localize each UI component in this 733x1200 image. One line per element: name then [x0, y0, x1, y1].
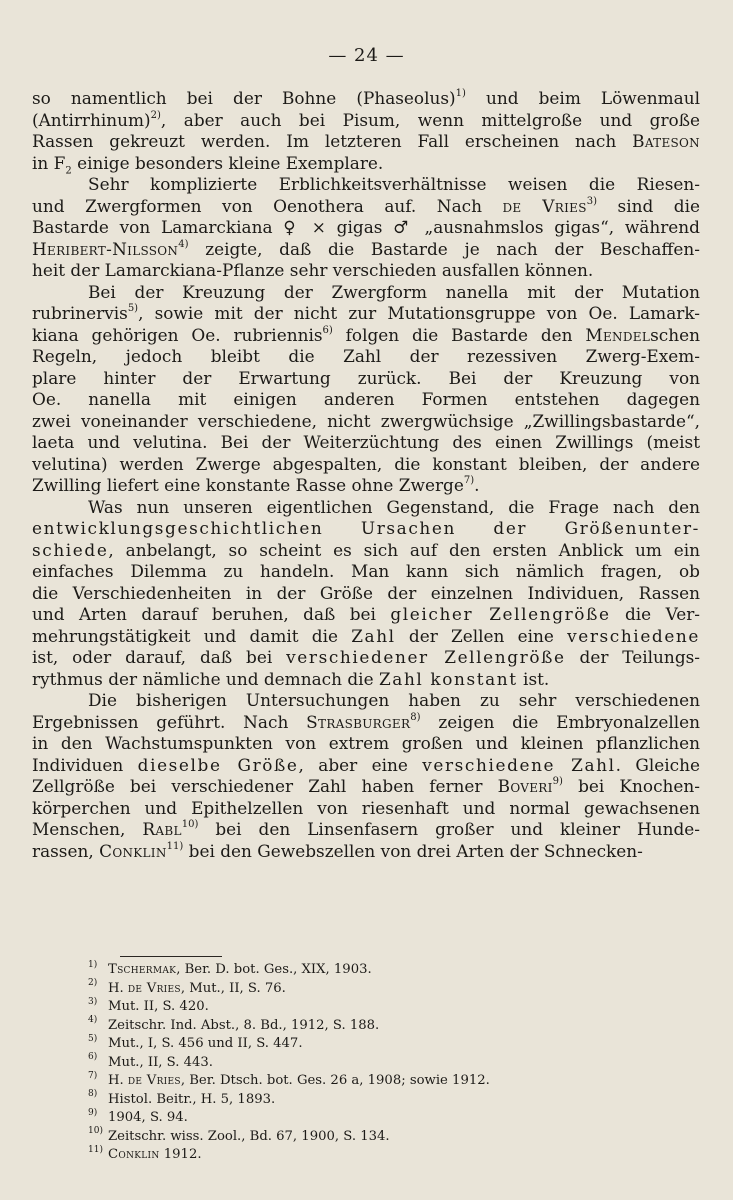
text-line [32, 475, 700, 497]
text-span: rassen, [32, 840, 100, 861]
text-line [32, 346, 700, 368]
footnote-mark-wrap [88, 1054, 108, 1073]
text-span: bei Knochen- [562, 776, 700, 796]
text-span: und Arten darauf beruhen, daß bei [32, 604, 391, 624]
text-span: , Ber. Dtsch. bot. Ges. 26 a, 1908; sowie 1912. [180, 1073, 490, 1088]
text-span: die Ver- [610, 604, 700, 624]
text-span: Zwilling liefert eine konstante Rasse ohne Zwerge [32, 475, 464, 495]
text-span: laeta und velutina. Bei der Weiterzüchtung des einen Zwillings (meist [32, 432, 700, 452]
text-span: körperchen und Epithelzellen von riesenhaft und normal gewachsenen [32, 797, 700, 818]
author-name: de Vries [127, 980, 181, 996]
text-span: so namentlich bei der Bohne (Phaseolus) [32, 88, 456, 108]
footnote-mark-wrap [88, 1128, 108, 1147]
footnote [88, 980, 648, 999]
text-line [32, 260, 700, 282]
text-span: Individuen [32, 754, 138, 775]
text-span: (Antirrhinum) [32, 109, 151, 130]
author-name: Strasburger [306, 711, 411, 732]
footnote-mark: 9) [88, 1107, 98, 1118]
text-line [32, 153, 700, 175]
text-span: Was nun unseren eigentlichen Gegenstand, die Frage nach den [88, 496, 700, 517]
text-line [32, 174, 700, 196]
footnote [88, 1054, 648, 1073]
footnote-reference: 2) [150, 109, 161, 121]
footnote-mark: 2) [88, 978, 98, 989]
footnote-mark: 6) [88, 1052, 98, 1063]
text-line [32, 647, 700, 669]
footnote-mark-wrap [88, 998, 108, 1017]
text-span: in den Wachstumspunkten von extrem großen und kleinen pflanzlichen [32, 733, 700, 753]
emphasis-spaced: entwicklungsgeschichtlichen Ursachen der Größenunter- [32, 518, 700, 538]
text-line [32, 626, 700, 648]
footnote-reference: 6) [322, 324, 333, 336]
footnote-mark-wrap [88, 1035, 108, 1054]
text-line [32, 841, 700, 863]
text-span: Zeitschr. wiss. Zool., Bd. 67, 1900, S. 134. [108, 1128, 390, 1144]
footnote-reference: 1) [455, 88, 466, 100]
footnote-mark-wrap [88, 1109, 108, 1128]
text-line [32, 497, 700, 519]
text-span: einige besonders kleine Exemplare. [71, 152, 384, 173]
text-line [32, 798, 700, 820]
text-span: 1912. [159, 1147, 202, 1162]
emphasis-spaced: Zahl [351, 625, 396, 646]
text-span: Oe. nanella mit einigen anderen Formen entstehen dagegen [32, 389, 700, 409]
text-span: in F [32, 152, 66, 173]
author-name: de Vries [502, 195, 587, 216]
text-span: der Teilungs- [565, 647, 701, 667]
author-name: Conklin [108, 1147, 160, 1162]
text-line [32, 131, 700, 153]
text-span: zwei voneinander verschiedene, nicht zwergwüchsige „Zwillingsbastarde“, [32, 410, 700, 431]
author-name: Tschermak [108, 962, 177, 977]
text-span: einfaches Dilemma zu handeln. Man kann sich nämlich fragen, ob [32, 561, 700, 581]
text-span: , anbelangt, so scheint es sich auf den ersten Anblick um ein [108, 539, 700, 560]
text-span: 1904, S. 94. [108, 1110, 188, 1125]
footnote [88, 1109, 648, 1128]
text-line [32, 110, 700, 132]
text-span: ist, oder darauf, daß bei [32, 647, 287, 667]
text-line [32, 239, 700, 261]
text-span: rythmus der nämliche und demnach die [32, 668, 379, 689]
text-span: , Ber. D. bot. Ges., XIX, 1903. [176, 962, 372, 977]
text-span: bei den Linsenfasern großer und kleiner Hunde- [198, 819, 700, 839]
text-line [32, 389, 700, 411]
text-line [32, 712, 700, 734]
text-span: ist. [517, 668, 550, 689]
text-line [32, 583, 700, 605]
emphasis-spaced: Zahl konstant [378, 668, 518, 689]
text-line [32, 282, 700, 304]
author-name: Mendel [585, 324, 651, 345]
text-line [32, 604, 700, 626]
text-line [32, 88, 700, 110]
text-span: mehrungstätigkeit und damit die [32, 625, 352, 646]
text-line [32, 432, 700, 454]
text-line [32, 411, 700, 433]
text-line [32, 733, 700, 755]
text-span: . [474, 475, 480, 495]
footnote-mark-wrap [88, 980, 108, 999]
footnote [88, 1091, 648, 1110]
text-span: Regeln, jedoch bleibt die Zahl der rezessiven Zwerg-Exem- [32, 346, 700, 366]
footnote [88, 1035, 648, 1054]
author-name: de Vries [127, 1073, 181, 1088]
footnote [88, 1128, 648, 1147]
footnote-mark: 7) [88, 1070, 98, 1081]
text-span: folgen die Bastarde den [332, 324, 586, 345]
footnote-mark-wrap [88, 1091, 108, 1110]
author-name: Heribert-Nilsson [32, 238, 179, 259]
text-line [32, 454, 700, 476]
text-span: H. [108, 980, 128, 996]
body-text [32, 88, 700, 862]
footnotes [88, 961, 648, 1165]
text-span: sind die [597, 195, 700, 216]
footnote-reference: 10) [181, 819, 199, 831]
text-line [32, 540, 700, 562]
emphasis-spaced: verschiedene [567, 625, 700, 646]
footnote-reference: 11) [166, 840, 184, 852]
text-span: Zellgröße bei verschiedener Zahl haben ferner [32, 776, 498, 796]
text-span: heit der Lamarckiana-Pflanze sehr verschieden ausfallen können. [32, 260, 594, 280]
page-number: — 24 — [328, 45, 405, 66]
text-line [32, 217, 700, 239]
author-name: Boveri [497, 776, 553, 796]
footnote-reference: 5) [127, 303, 139, 315]
footnote-reference: 9) [552, 776, 563, 788]
footnote-mark: 4) [88, 1015, 98, 1026]
text-span: Sehr komplizierte Erblichkeitsverhältnisse weisen die Riesen- [88, 174, 700, 194]
text-span: die Verschiedenheiten in der Größe der einzelnen Individuen, Rassen [32, 582, 700, 603]
text-line [32, 518, 700, 540]
footnote [88, 961, 648, 980]
text-span: Die bisherigen Untersuchungen haben zu sehr verschiedenen [88, 690, 700, 710]
author-name: Bateson [632, 131, 700, 151]
footnote-mark-wrap [88, 961, 108, 980]
text-line [32, 669, 700, 691]
text-span: der Zellen eine [395, 625, 568, 646]
emphasis-spaced: gleicher Zellengröße [390, 604, 611, 624]
footnote-rule [120, 956, 222, 957]
text-span: Mut. II, S. 420. [108, 999, 209, 1014]
footnote-mark: 1) [88, 959, 98, 970]
text-span: bei den Gewebszellen von drei Arten der Schnecken- [183, 840, 643, 861]
footnote-reference: 7) [463, 475, 475, 487]
text-span: plare hinter der Erwartung zurück. Bei der Kreuzung von [32, 367, 700, 388]
text-span: und beim Löwenmaul [465, 88, 700, 108]
footnote [88, 1072, 648, 1091]
footnote-reference: 4) [178, 238, 189, 250]
text-span: Zeitschr. Ind. Abst., 8. Bd., 1912, S. 188. [108, 1017, 380, 1033]
text-span: Menschen, [32, 819, 143, 839]
footnote-mark: 11) [88, 1144, 103, 1155]
footnote-reference: 3) [586, 195, 598, 207]
subscript: 2 [65, 164, 72, 176]
footnote-reference: 8) [410, 711, 421, 723]
emphasis-spaced: dieselbe Größe [137, 754, 299, 775]
footnote-mark: 3) [88, 996, 98, 1007]
footnote-mark-wrap [88, 1072, 108, 1091]
footnote [88, 998, 648, 1017]
text-span: Rassen gekreuzt werden. Im letzteren Fall erscheinen nach [32, 131, 633, 151]
text-span: zeigte, daß die Bastarde je nach der Beschaffen- [188, 238, 700, 259]
text-line [32, 690, 700, 712]
text-span: Ergebnissen geführt. Nach [32, 711, 307, 732]
text-line [32, 561, 700, 583]
text-line [32, 776, 700, 798]
text-span: , aber auch bei Pisum, wenn mittelgroße und große [160, 109, 700, 130]
text-span: Histol. Beitr., H. 5, 1893. [108, 1091, 276, 1107]
emphasis-spaced: schiede [32, 539, 109, 560]
emphasis-spaced: verschiedener Zellengröße [286, 647, 566, 667]
text-span: Mut., I, S. 456 und II, S. 447. [108, 1036, 303, 1051]
text-span: Bastarde von Lamarckiana ♀ × gigas ♂ „ausnahmslos gigas“, während [32, 217, 700, 237]
footnote-mark: 8) [88, 1089, 98, 1100]
text-span: H. [108, 1073, 128, 1088]
author-name: Rabl [142, 819, 182, 839]
text-span: , sowie mit der nicht zur Mutationsgruppe von Oe. Lamark- [138, 303, 700, 323]
text-span: zeigen die Embryonalzellen [420, 711, 701, 732]
text-span: Bei der Kreuzung der Zwergform nanella mit der Mutation [88, 281, 700, 302]
text-span: schen [650, 324, 700, 345]
text-line [32, 196, 700, 218]
text-span: , aber eine [298, 754, 423, 775]
footnote [88, 1017, 648, 1036]
text-span: , Mut., II, S. 76. [180, 980, 286, 996]
text-span: . Gleiche [615, 754, 700, 775]
text-line [32, 368, 700, 390]
footnote [88, 1146, 648, 1165]
text-span: und Zwergformen von Oenothera auf. Nach [32, 195, 503, 216]
text-span: velutina) werden Zwerge abgespalten, die konstant bleiben, der andere [32, 453, 700, 474]
text-line [32, 755, 700, 777]
text-span: rubrinervis [32, 303, 128, 323]
text-line [32, 303, 700, 325]
author-name: Conklin [99, 840, 167, 861]
text-line [32, 325, 700, 347]
text-span: Mut., II, S. 443. [108, 1054, 213, 1070]
text-span: kiana gehörigen Oe. rubriennis [32, 324, 323, 345]
footnote-mark: 5) [88, 1033, 98, 1044]
text-line [32, 819, 700, 841]
footnote-mark-wrap [88, 1146, 108, 1165]
footnote-mark: 10) [88, 1126, 103, 1137]
emphasis-spaced: verschiedene Zahl [422, 754, 616, 775]
footnote-mark-wrap [88, 1017, 108, 1036]
